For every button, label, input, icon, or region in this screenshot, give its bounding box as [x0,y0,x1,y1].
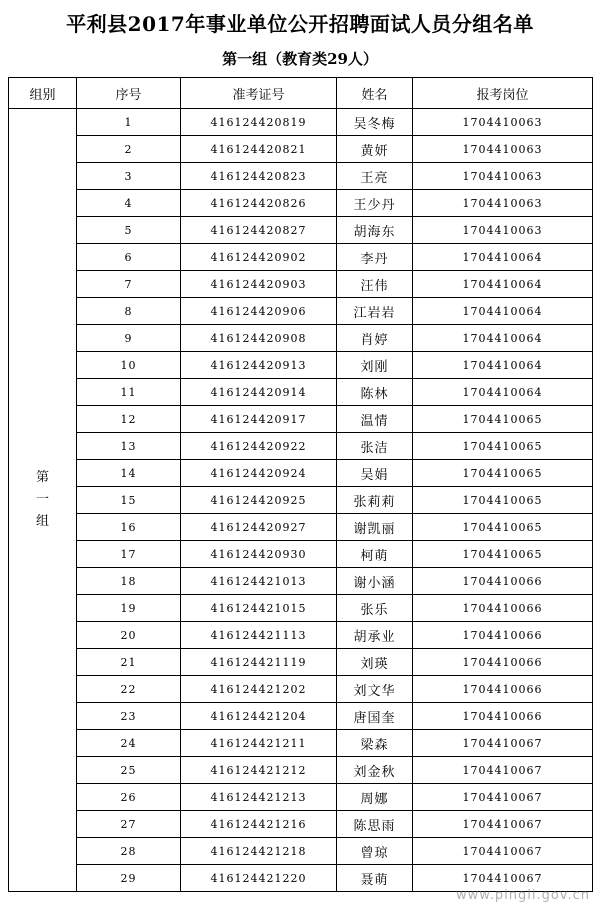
position-cell: 1704410066 [413,568,593,595]
position-cell: 1704410065 [413,487,593,514]
seq-cell: 21 [77,649,181,676]
name-cell: 黄妍 [337,136,413,163]
position-cell: 1704410063 [413,163,593,190]
name-cell: 江岩岩 [337,298,413,325]
seq-cell: 23 [77,703,181,730]
table-row [9,460,593,487]
table-row [9,352,593,379]
page-title: 平利县2017年事业单位公开招聘面试人员分组名单 [66,12,534,36]
name-cell: 张乐 [337,595,413,622]
header-row [9,78,593,109]
exam-id-cell: 416124421220 [181,865,337,892]
position-cell: 1704410067 [413,757,593,784]
exam-id-cell: 416124421013 [181,568,337,595]
exam-id-cell: 416124421216 [181,811,337,838]
name-cell: 温情 [337,406,413,433]
exam-id-cell: 416124421211 [181,730,337,757]
group-subtitle: 第一组（教育类29人） [222,50,378,68]
position-cell: 1704410063 [413,217,593,244]
position-cell: 1704410064 [413,244,593,271]
name-cell: 王亮 [337,163,413,190]
exam-id-cell: 416124420821 [181,136,337,163]
position-cell: 1704410064 [413,298,593,325]
header-position: 报考岗位 [413,78,593,109]
exam-id-cell: 416124420914 [181,379,337,406]
name-cell: 曾琼 [337,838,413,865]
name-cell: 柯萌 [337,541,413,568]
seq-cell: 3 [77,163,181,190]
table-row [9,703,593,730]
name-cell: 刘刚 [337,352,413,379]
table-row [9,622,593,649]
position-cell: 1704410065 [413,406,593,433]
table-row [9,136,593,163]
exam-id-cell: 416124420930 [181,541,337,568]
table-row [9,595,593,622]
table-row [9,568,593,595]
seq-cell: 17 [77,541,181,568]
exam-id-cell: 416124420927 [181,514,337,541]
seq-cell: 26 [77,784,181,811]
position-cell: 1704410063 [413,190,593,217]
position-cell: 1704410067 [413,730,593,757]
name-cell: 王少丹 [337,190,413,217]
exam-id-cell: 416124420819 [181,109,337,136]
seq-cell: 16 [77,514,181,541]
seq-cell: 19 [77,595,181,622]
position-cell: 1704410066 [413,595,593,622]
table-row [9,487,593,514]
name-cell: 李丹 [337,244,413,271]
position-cell: 1704410065 [413,460,593,487]
exam-id-cell: 416124421119 [181,649,337,676]
name-cell: 吴娟 [337,460,413,487]
exam-id-cell: 416124420903 [181,271,337,298]
exam-id-cell: 416124420827 [181,217,337,244]
seq-cell: 15 [77,487,181,514]
exam-id-cell: 416124420924 [181,460,337,487]
table-row [9,433,593,460]
name-cell: 刘文华 [337,676,413,703]
position-cell: 1704410065 [413,541,593,568]
position-cell: 1704410065 [413,433,593,460]
table-row [9,730,593,757]
seq-cell: 11 [77,379,181,406]
position-cell: 1704410064 [413,379,593,406]
position-cell: 1704410066 [413,649,593,676]
header-group: 组别 [9,78,77,109]
seq-cell: 6 [77,244,181,271]
name-cell: 张洁 [337,433,413,460]
name-cell: 谢凯丽 [337,514,413,541]
table-row [9,811,593,838]
table-row [9,379,593,406]
name-cell: 汪伟 [337,271,413,298]
name-cell: 刘金秋 [337,757,413,784]
header-seq: 序号 [77,78,181,109]
position-cell: 1704410067 [413,784,593,811]
seq-cell: 24 [77,730,181,757]
position-cell: 1704410067 [413,865,593,892]
exam-id-cell: 416124421202 [181,676,337,703]
table-row [9,541,593,568]
seq-cell: 9 [77,325,181,352]
position-cell: 1704410063 [413,136,593,163]
position-cell: 1704410066 [413,676,593,703]
seq-cell: 7 [77,271,181,298]
exam-id-cell: 416124420925 [181,487,337,514]
name-cell: 胡承业 [337,622,413,649]
group-label: 第一组 [35,470,49,529]
table-row [9,757,593,784]
roster-table [8,77,593,892]
table-row [9,190,593,217]
seq-cell: 1 [77,109,181,136]
seq-cell: 27 [77,811,181,838]
position-cell: 1704410067 [413,838,593,865]
seq-cell: 10 [77,352,181,379]
seq-cell: 4 [77,190,181,217]
watermark: www.pingli.gov.cn [456,888,590,903]
seq-cell: 14 [77,460,181,487]
exam-id-cell: 416124420906 [181,298,337,325]
name-cell: 周娜 [337,784,413,811]
name-cell: 谢小涵 [337,568,413,595]
seq-cell: 20 [77,622,181,649]
seq-cell: 29 [77,865,181,892]
exam-id-cell: 416124420922 [181,433,337,460]
table-row [9,109,593,136]
table-row [9,325,593,352]
group-cell [9,109,77,892]
seq-cell: 13 [77,433,181,460]
exam-id-cell: 416124420917 [181,406,337,433]
exam-id-cell: 416124420913 [181,352,337,379]
name-cell: 唐国奎 [337,703,413,730]
exam-id-cell: 416124421218 [181,838,337,865]
seq-cell: 12 [77,406,181,433]
header-name: 姓名 [337,78,413,109]
exam-id-cell: 416124421213 [181,784,337,811]
name-cell: 陈林 [337,379,413,406]
table-row [9,676,593,703]
exam-id-cell: 416124421212 [181,757,337,784]
table-row [9,244,593,271]
exam-id-cell: 416124420823 [181,163,337,190]
name-cell: 胡海东 [337,217,413,244]
seq-cell: 8 [77,298,181,325]
name-cell: 肖婷 [337,325,413,352]
table-row [9,649,593,676]
seq-cell: 28 [77,838,181,865]
table-row [9,784,593,811]
name-cell: 梁森 [337,730,413,757]
exam-id-cell: 416124420902 [181,244,337,271]
seq-cell: 2 [77,136,181,163]
seq-cell: 25 [77,757,181,784]
position-cell: 1704410064 [413,325,593,352]
seq-cell: 5 [77,217,181,244]
table-row [9,838,593,865]
header-exam-id: 准考证号 [181,78,337,109]
exam-id-cell: 416124420908 [181,325,337,352]
table-row [9,514,593,541]
name-cell: 刘瑛 [337,649,413,676]
table-row [9,217,593,244]
name-cell: 吴冬梅 [337,109,413,136]
position-cell: 1704410064 [413,271,593,298]
exam-id-cell: 416124421204 [181,703,337,730]
exam-id-cell: 416124421113 [181,622,337,649]
seq-cell: 18 [77,568,181,595]
seq-cell: 22 [77,676,181,703]
exam-id-cell: 416124421015 [181,595,337,622]
name-cell: 聂萌 [337,865,413,892]
exam-id-cell: 416124420826 [181,190,337,217]
table-row [9,271,593,298]
roster-body [9,109,593,892]
position-cell: 1704410067 [413,811,593,838]
position-cell: 1704410064 [413,352,593,379]
position-cell: 1704410066 [413,622,593,649]
position-cell: 1704410066 [413,703,593,730]
table-row [9,406,593,433]
name-cell: 陈思雨 [337,811,413,838]
name-cell: 张莉莉 [337,487,413,514]
position-cell: 1704410063 [413,109,593,136]
position-cell: 1704410065 [413,514,593,541]
table-row [9,298,593,325]
table-row [9,163,593,190]
